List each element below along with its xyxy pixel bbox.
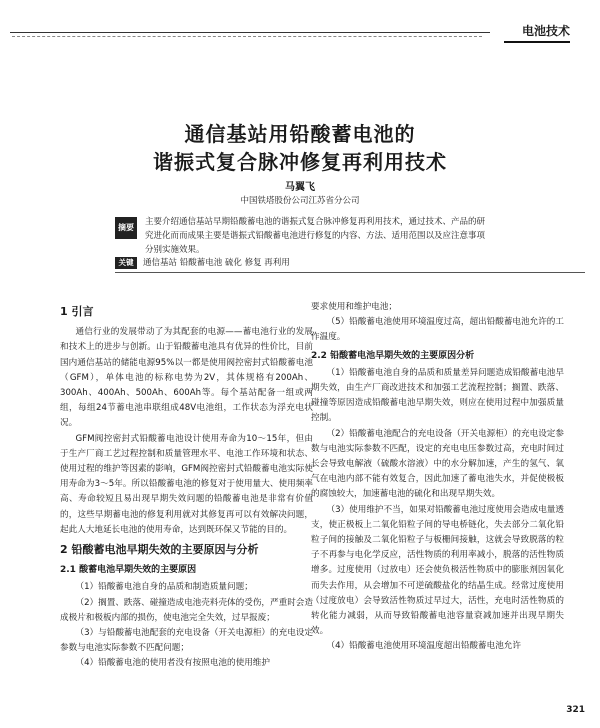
abstract-text: 主要介绍通信基站早期铅酸蓄电池的谐振式复合脉冲修复再利用技术，通过技术、产品的研究进化而而成果主要是谐振式铅酸蓄电池进行修复的内容、方法、适用范围以及应注意事项分别实施效果。 [145,217,486,255]
paragraph: （2）搁置、跌落、碰撞造成电池壳料壳体的受伤，严重时会造成极片和极板内部的损伤，使电池完全失效，过早报废； [60,597,313,623]
paragraph: （2）铅酸蓄电池配合的充电设备（开关电源柜）的充电设定参数与电池实际参数不匹配，设定的充电电压参数过高，充电时间过长会导致电解液（硫酸水溶液）中的水分解加速，产生的氢气、氧气在电池内部不能有效复合，因此加速了蓄电池失水，并促使极板的腐蚀较大，加速蓄电池的硫化和出现早期失效。 [311,428,564,500]
page-number: 321 [566,705,585,715]
paragraph: （5）铅酸蓄电池使用环境温度过高，超出铅酸蓄电池允许的工作温度。 [311,317,564,343]
paragraph: 通信行业的发展带动了为其配套的电源——蓄电池行业的发展和技术上的进步与创新。山于铅酸蓄电池具有优异的性价比，目前国内通信基站的储能电源95%以一都是使用阀控密封式铅酸蓄电池（GFM），单体电池的标称电势为2V，其体规格有200Ah、300Ah、400Ah、500Ah、600Ah等。每个基站配备一组或两组，每组24节蓄电池串联组成48V电池组，工作状态为浮充电状况。 [60,327,313,429]
paragraph: （3）与铅酸蓄电池配套的充电设备（开关电源柜）的充电设定参数与电池实际参数不匹配问题； [60,628,313,654]
abstract-label: 摘要 [115,217,137,239]
keywords-rule [115,272,585,273]
affiliation: 中国铁塔股份公司江苏省分公司 [240,196,360,206]
left-column [60,300,313,672]
paragraph: （4）铅酸蓄电池使用环境温度超出铅酸蓄电池允许 [326,641,521,652]
keywords-label: 关键词 [115,257,137,269]
paragraph: GFM阀控密封式铅酸蓄电池设计使用寿命为10～15年，但由于生产厂商工艺过程控制和质量管理水平、电池工作环境和状态、使用过程的维护等因素的影响，GFM阀控密封式铅酸蓄电池实际使用寿命为3～5年。所以铅酸蓄电池的修复对于使用量大、使用频率高、寿命较短且易出现早期失效问题的铅酸蓄电池是非常有价值的，这些早期蓄电池的修复利用就对其修复再可以有效解决问题，起此人大地延长电池的使用寿命，达到既环保又节能的目的。 [60,433,313,535]
title-line-2: 谐振式复合脉冲修复再利用技术 [153,150,447,174]
paragraph: （4）铅酸蓄电池的使用者没有按照电池的使用维护 [75,658,270,669]
paragraph: 要求使用和维护电池； [311,302,397,312]
keywords-text: 通信基站 铅酸蓄电池 硫化 修复 再利用 [143,258,290,268]
section-tag: 电池技术 [504,22,570,43]
title-line-1: 通信基站用铅酸蓄电池的 [184,122,416,146]
header-dashed-rule [12,36,482,37]
section-2-2-heading: 2.2 铅酸蓄电池早期失效的主要原因分析 [311,350,475,361]
right-column [311,300,564,655]
author: 马翼飞 [285,182,315,193]
section-2-1-heading: 2.1 酸蓄电池早期失效的主要原因 [60,565,197,576]
section-2-heading: 2 铅酸蓄电池早期失效的主要原因与分析 [60,543,259,557]
paragraph: （3）使用维护不当，如果对铅酸蓄电池过度使用会造成电量透支，使正极板上二氧化铅粒子间的导电桥链化，失去部分二氧化铅粒子间的接触及二氧化铅粒子与板栅间接触，这就会导致脱落的粒子不再参与电化学反应，活性物质的利用率减小，脱落的活性物质增多。过度使用（过放电）还会使负极活性物质中的膨胀剂因氧化而失去作用，从会增加不可逆硫酸盐化的结晶生成。经常过度使用（过度放电）会导致活性物质过早过大，活性，充电时活性物质的转化能力减弱，从而导致铅酸蓄电池容量衰减加速并出现早期失效。 [311,504,564,637]
paragraph: （1）铅酸蓄电池自身的品质和制造质量问题； [75,582,253,593]
header-rule [10,32,490,33]
paragraph: （1）铅酸蓄电池自身的品质和质量差异问题造成铅酸蓄电池早期失效，由生产厂商改进技术和加强工艺流程控制；搁置、跌落、碰撞等原因造成铅酸蓄电池早期失效，则应在使用过程中加强质量控制。 [311,367,564,424]
section-1-heading: 1 引言 [60,305,94,318]
